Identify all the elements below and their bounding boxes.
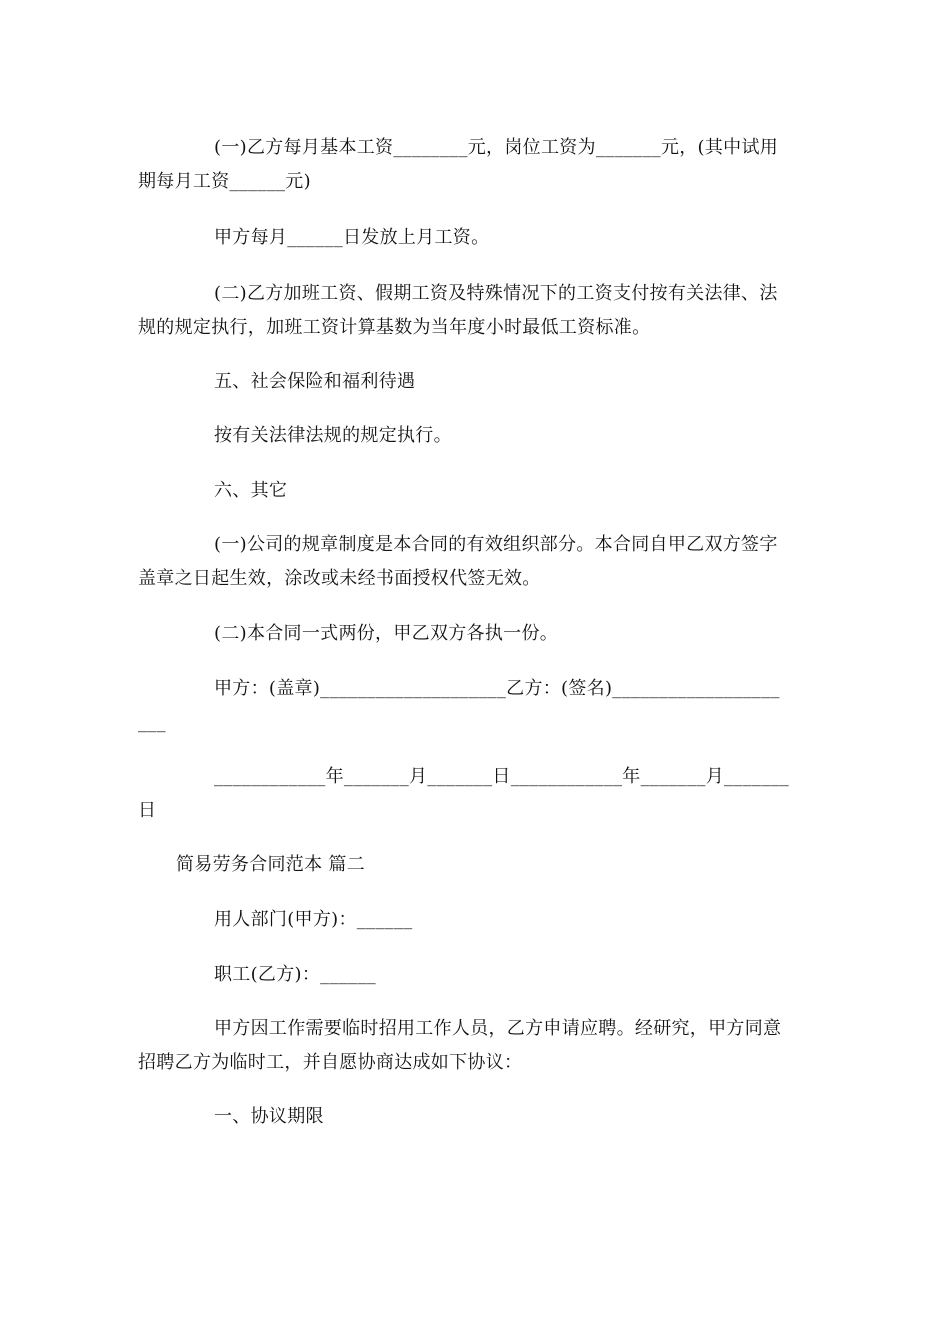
date-line: 日 — [138, 800, 157, 821]
paragraph-line: (一)公司的规章制度是本合同的有效组织部分。本合同自甲乙双方签字 — [214, 534, 778, 555]
paragraph-line: 用人部门(甲方)：______ — [214, 909, 413, 930]
paragraph-line: 职工(乙方)：______ — [214, 964, 376, 985]
paragraph-line: 盖章之日起生效，涂改或未经书面授权代签无效。 — [138, 568, 541, 589]
paragraph-line: 甲方每月______日发放上月工资。 — [214, 227, 490, 248]
section-heading: 一、协议期限 — [214, 1106, 324, 1127]
paragraph-line: (一)乙方每月基本工资________元，岗位工资为_______元，(其中试用 — [214, 137, 779, 158]
section-heading: 六、其它 — [214, 480, 288, 501]
paragraph-line: 规的规定执行，加班工资计算基数为当年度小时最低工资标准。 — [138, 317, 651, 338]
date-line: ____________年_______月_______日____________年_______月_______ — [214, 766, 790, 787]
signature-line: 甲方：(盖章)____________________乙方：(签名)__________________ — [214, 678, 780, 699]
signature-line: ___ — [138, 712, 166, 733]
paragraph-line: (二)乙方加班工资、假期工资及特殊情况下的工资支付按有关法律、法 — [214, 283, 778, 304]
section-title: 简易劳务合同范本 篇二 — [176, 854, 366, 875]
paragraph-line: 按有关法律法规的规定执行。 — [214, 425, 452, 446]
section-heading: 五、社会保险和福利待遇 — [214, 371, 416, 392]
paragraph-line: 期每月工资______元) — [138, 171, 311, 192]
paragraph-line: (二)本合同一式两份，甲乙双方各执一份。 — [214, 623, 559, 644]
paragraph-line: 招聘乙方为临时工，并自愿协商达成如下协议： — [138, 1052, 523, 1073]
paragraph-line: 甲方因工作需要临时招用工作人员，乙方申请应聘。经研究，甲方同意 — [214, 1018, 782, 1039]
